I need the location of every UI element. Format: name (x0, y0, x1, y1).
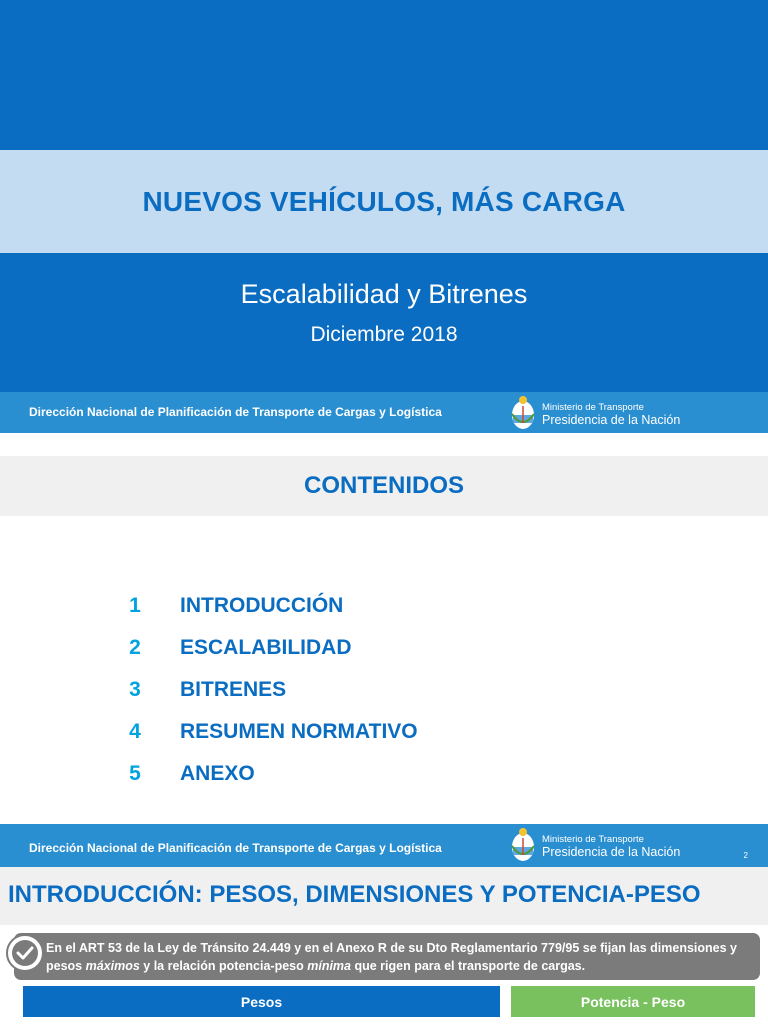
intro-callout-text (46, 939, 752, 975)
slide3-title: INTRODUCCIÓN: PESOS, DIMENSIONES Y POTENCIA-PESO (8, 881, 701, 908)
contents-item-label: INTRODUCCIÓN (180, 594, 344, 617)
slide1-date: Diciembre 2018 (310, 323, 458, 346)
slide1-title-band (0, 150, 768, 253)
footer-text: Dirección Nacional de Planificación de Transporte de Cargas y Logística (29, 841, 442, 855)
ministry-logo (510, 826, 700, 864)
contents-item-label: RESUMEN NORMATIVO (180, 720, 418, 743)
contents-item (120, 678, 520, 720)
potencia-peso-header: Potencia - Peso (511, 986, 755, 1017)
intro-text-emphasis: máximos (85, 959, 140, 973)
coat-of-arms-icon (510, 826, 536, 864)
contents-item-number: 3 (129, 678, 141, 701)
slide2-header (0, 456, 768, 516)
contents-item-label: ANEXO (180, 762, 255, 785)
intro-callout (14, 933, 760, 980)
logo-presidency-label: Presidencia de la Nación (542, 845, 681, 859)
slide1-top-band (0, 0, 768, 150)
contents-item-number: 1 (129, 594, 141, 617)
logo-presidency-label: Presidencia de la Nación (542, 413, 681, 427)
contents-item-number: 2 (129, 636, 141, 659)
contents-list (120, 594, 520, 804)
coat-of-arms-icon (510, 394, 536, 432)
contents-item-label: BITRENES (180, 678, 287, 701)
logo-ministry-label: Ministerio de Transporte (542, 402, 644, 413)
intro-text-part: que rigen para el transporte de cargas. (351, 959, 586, 973)
checkmark-icon (6, 934, 44, 972)
intro-text-part: En el ART 53 de la Ley de Tránsito 24.449 y en el Anexo R de su Dto Reglamentario 779/95 se fijan las dimensiones y pesos (46, 941, 737, 973)
slide1-title: NUEVOS VEHÍCULOS, MÁS CARGA (142, 185, 626, 217)
intro-text-emphasis: mínima (307, 959, 351, 973)
contents-item-number: 5 (129, 762, 141, 785)
contents-item (120, 636, 520, 678)
slide1-subtitle: Escalabilidad y Bitrenes (240, 279, 528, 309)
slide3-header (0, 867, 768, 925)
contents-item (120, 720, 520, 762)
intro-text-part: y la relación potencia-peso (139, 959, 308, 973)
slide2-footer (0, 824, 768, 867)
page-number: 2 (743, 851, 748, 860)
contents-item (120, 594, 520, 636)
contents-item (120, 762, 520, 804)
logo-ministry-label: Ministerio de Transporte (542, 834, 644, 845)
footer-text: Dirección Nacional de Planificación de Transporte de Cargas y Logística (29, 405, 442, 419)
contents-item-label: ESCALABILIDAD (180, 636, 352, 659)
contents-item-number: 4 (129, 720, 141, 743)
slide2-title: CONTENIDOS (303, 472, 464, 499)
slide1-subtitle-band (0, 253, 768, 392)
slide1-footer (0, 392, 768, 433)
ministry-logo (510, 394, 700, 432)
pesos-header: Pesos (23, 986, 500, 1017)
